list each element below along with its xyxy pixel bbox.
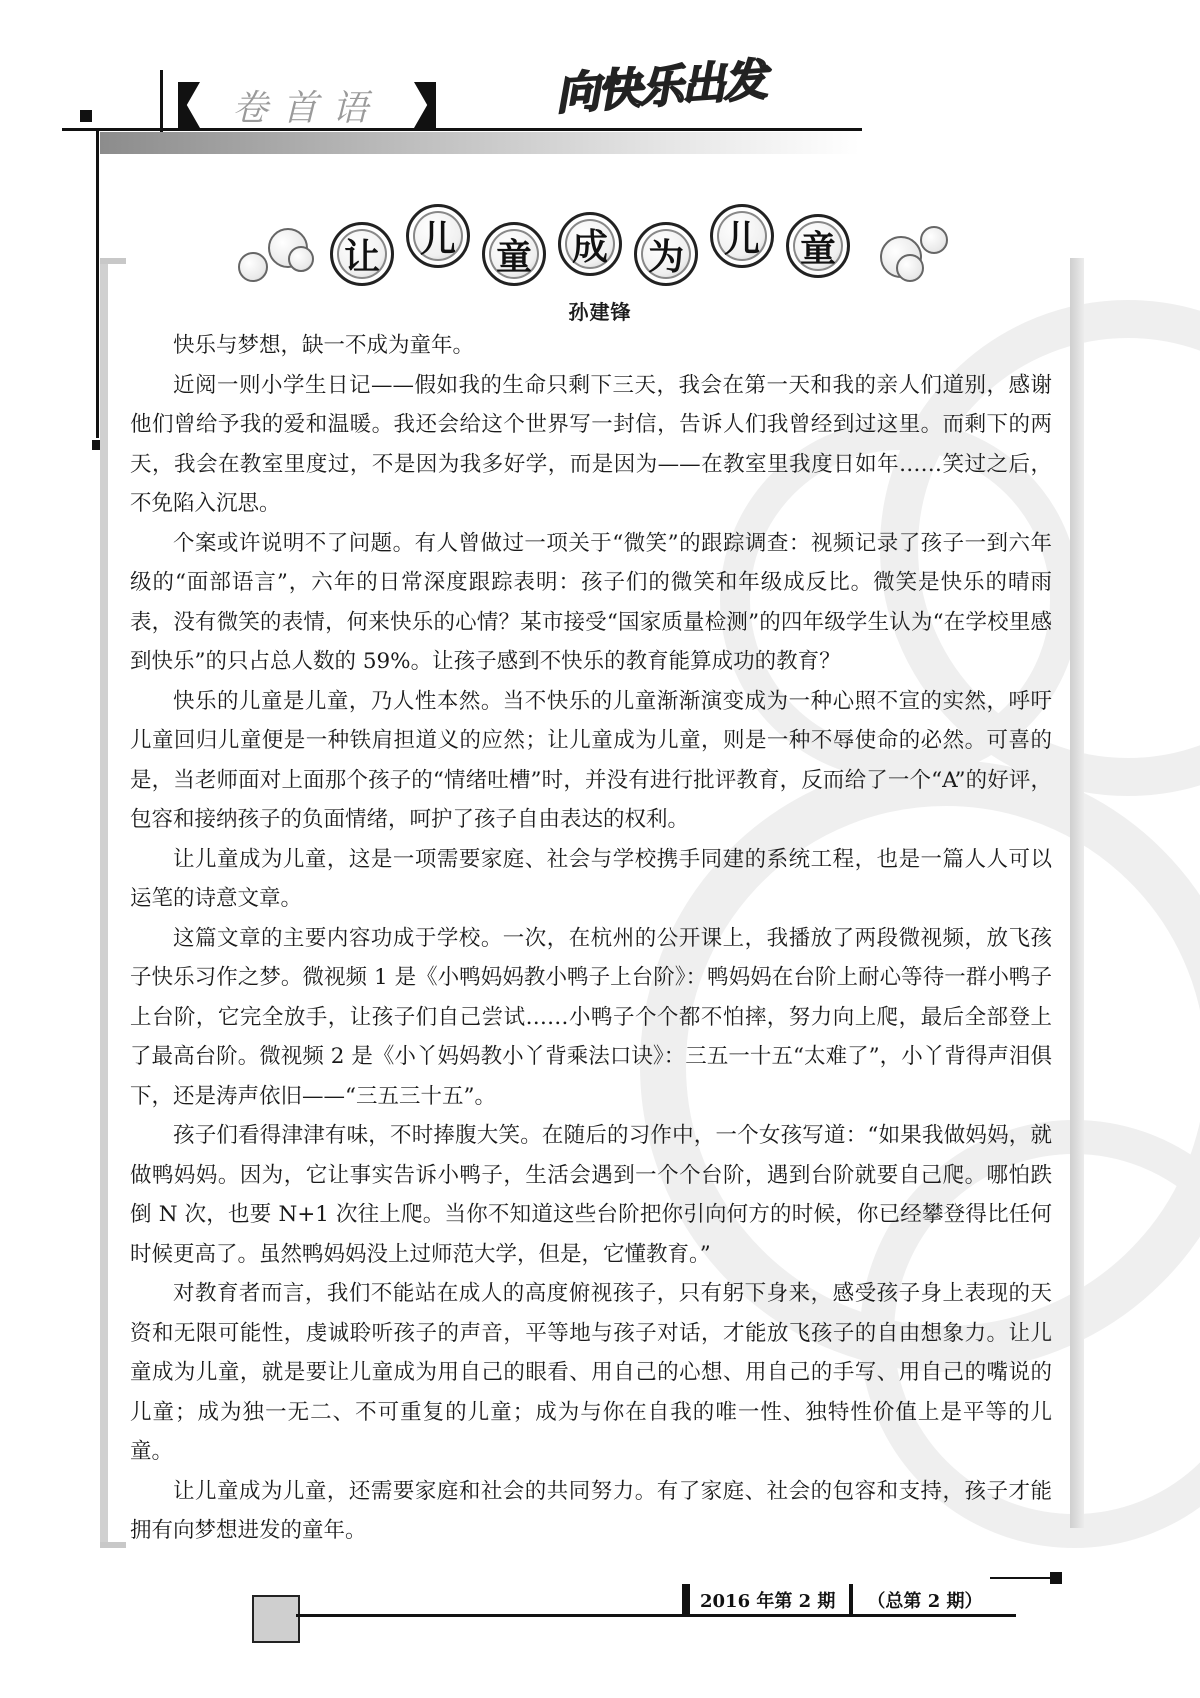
header-rule	[62, 128, 862, 131]
paragraph: 对教育者而言，我们不能站在成人的高度俯视孩子，只有躬下身来，感受孩子身上表现的天资和无限可能性，虔诚聆听孩子的声音，平等地与孩子对话，才能放飞孩子的自由想象力。让儿童成为儿童，就是要让儿童成为用自己的眼看、用自己的心想、用自己的手写、用自己的嘴说的儿童；成为独一无二、不可重复的儿童；成为与你在自我的唯一性、独特性价值上是平等的儿童。	[130, 1281, 1052, 1464]
title-char: 让	[330, 222, 394, 286]
paragraph: 快乐与梦想，缺一不成为童年。	[173, 333, 475, 358]
title-char: 成	[558, 212, 622, 276]
magazine-logo: 向快乐出发	[553, 54, 767, 121]
issue-tag	[682, 1584, 992, 1616]
frame-left-bar	[100, 258, 108, 1548]
paragraph: 让儿童成为儿童，这是一项需要家庭、社会与学校携手同建的系统工程，也是一篇人人可以运笔的诗意文章。	[130, 846, 1052, 911]
section-tab	[178, 82, 436, 128]
title-char: 为	[634, 222, 698, 286]
title-bubble	[896, 254, 924, 282]
article-title	[330, 210, 870, 290]
title-char: 童	[786, 214, 850, 278]
title-char: 童	[482, 222, 546, 286]
paragraph: 孩子们看得津津有味，不时捧腹大笑。在随后的习作中，一个女孩写道：“如果我做妈妈，就做鸭妈妈。因为，它让事实告诉小鸭子，生活会遇到一个个台阶，遇到台阶就要自己爬。哪怕跌倒 N 次，也要 N+1 次往上爬。当你不知道这些台阶把你引向何方的时候，你已经攀登得比任何时候更高了。虽然鸭妈妈没上过师范大学，但是，它懂教育。”	[130, 1123, 1052, 1267]
paragraph: 这篇文章的主要内容功成于学校。一次，在杭州的公开课上，我播放了两段微视频，放飞孩子快乐习作之梦。微视频 1 是《小鸭妈妈教小鸭子上台阶》：鸭妈妈在台阶上耐心等待一群小鸭子上台阶，它完全放手，让孩子们自己尝试……小鸭子个个都不怕摔，努力向上爬，最后全部登上了最高台阶。微视频 2 是《小丫妈妈教小丫背乘法口诀》：三五一十五“太难了”，小丫背得声泪俱下，还是涛声依旧——“三五三十五”。	[130, 925, 1052, 1109]
paragraph: 让儿童成为儿童，还需要家庭和社会的共同努力。有了家庭、社会的包容和支持，孩子才能拥有向梦想进发的童年。	[130, 1478, 1052, 1543]
corner-square	[1050, 1572, 1062, 1584]
page-number-box	[252, 1595, 300, 1643]
author-name: 孙建锋	[568, 300, 632, 324]
tab-bracket-left	[178, 82, 200, 128]
footer-top-rule	[990, 1577, 1050, 1579]
title-char: 儿	[406, 204, 470, 268]
frame-cap-top	[100, 258, 126, 264]
section-label: 卷首语	[231, 87, 382, 129]
issue-number: 2016 年第 2 期	[700, 1591, 836, 1612]
corner-square	[80, 110, 92, 122]
title-bubble	[920, 226, 948, 254]
paragraph: 快乐的儿童是儿童，乃人性本然。当不快乐的儿童渐渐演变成为一种心照不宣的实然，呼吁儿童回归儿童便是一种铁肩担道义的应然；让儿童成为儿童，则是一种不辱使命的必然。可喜的是，当老师面对上面那个孩子的“情绪吐槽”时，并没有进行批评教育，反而给了一个“A”的好评，包容和接纳孩子的负面情绪，呵护了孩子自由表达的权利。	[130, 688, 1052, 832]
header-shade-band	[100, 132, 860, 154]
tab-bracket-right	[414, 82, 436, 128]
header-vertical-rule	[96, 128, 99, 438]
paragraph: 个案或许说明不了问题。有人曾做过一项关于“微笑”的跟踪调查：视频记录了孩子一到六年级的“面部语言”，六年的日常深度跟踪表明：孩子们的微笑和年级成反比。微笑是快乐的晴雨表，没有微笑的表情，何来快乐的心情？某市接受“国家质量检测”的四年级学生认为“在学校里感到快乐”的只占总人数的 59%。让孩子感到不快乐的教育能算成功的教育？	[130, 530, 1052, 674]
paragraph: 近阅一则小学生日记——假如我的生命只剩下三天，我会在第一天和我的亲人们道别，感谢他们曾给予我的爱和温暖。我还会给这个世界写一封信，告诉人们我曾经到过这里。而剩下的两天，我会在教室里度过，不是因为我多好学，而是因为——在教室里我度日如年……笑过之后，不免陷入沉思。	[130, 372, 1052, 516]
title-bubble	[238, 252, 268, 282]
frame-cap-bottom	[100, 1542, 126, 1548]
issue-bracket-left	[682, 1584, 690, 1616]
total-issue-number: （总第 2 期）	[867, 1591, 983, 1612]
title-char: 儿	[710, 204, 774, 268]
frame-right-bar	[1070, 258, 1084, 1528]
title-bubble	[288, 246, 314, 272]
issue-separator	[849, 1584, 853, 1616]
article-body	[130, 326, 1052, 1551]
